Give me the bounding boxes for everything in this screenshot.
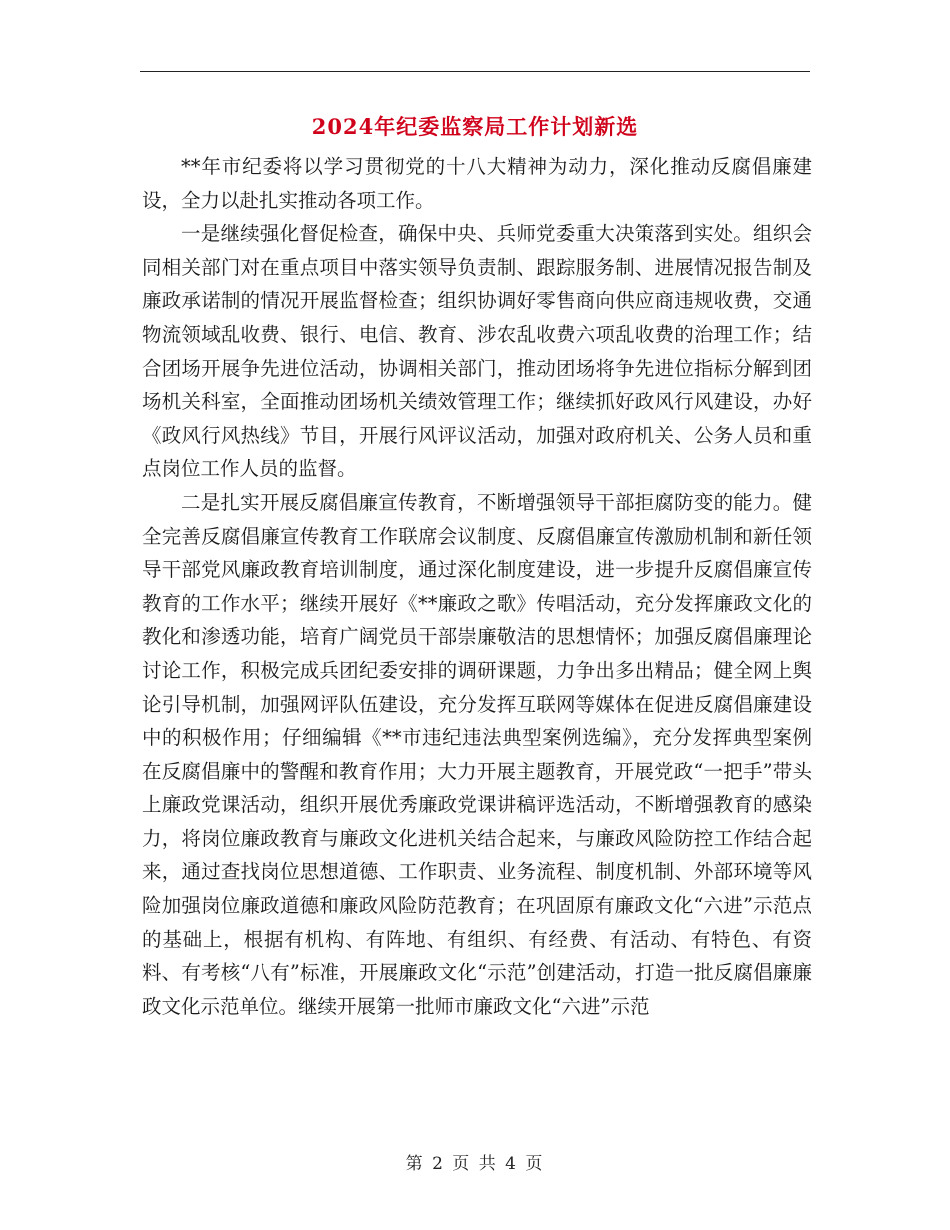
paragraph-intro: **年市纪委将以学习贯彻党的十八大精神为动力，深化推动反腐倡廉建设，全力以赴扎实推动各项工作。 <box>142 155 812 212</box>
document-title: 2024年纪委监察局工作计划新选 <box>311 114 639 139</box>
paragraph-supervision: 一是继续强化督促检查，确保中央、兵师党委重大决策落到实处。组织会同相关部门对在重点项目中落实领导负责制、跟踪服务制、进展情况报告制及廉政承诺制的情况开展监督检查；组织协调好零售商向供应商违规收费，交通物流领域乱收费、银行、电信、教育、涉农乱收费六项乱收费的治理工作；结合团场开展争先进位活动，协调相关部门，推动团场将争先进位指标分解到团场机关科室，全面推动团场机关绩效管理工作；继续抓好政风行风建设，办好《政风行风热线》节目，开展行风评议活动，加强对政府机关、公务人员和重点岗位工作人员的监督。 <box>142 222 812 481</box>
paragraph-education: 二是扎实开展反腐倡廉宣传教育，不断增强领导干部拒腐防变的能力。健全完善反腐倡廉宣传教育工作联席会议制度、反腐倡廉宣传激励机制和新任领导干部党风廉政教育培训制度，通过深化制度建设，进一步提升反腐倡廉宣传教育的工作水平；继续开展好《**廉政之歌》传唱活动，充分发挥廉政文化的教化和渗透功能，培育广阔党员干部崇廉敬洁的思想情怀；加强反腐倡廉理论讨论工作，积极完成兵团纪委安排的调研课题，力争出多出精品；健全网上舆论引导机制，加强网评队伍建设，充分发挥互联网等媒体在促进反腐倡廉建设中的积极作用；仔细编辑《**市违纪违法典型案例选编》，充分发挥典型案例在反腐倡廉中的警醒和教育作用；大力开展主题教育，开展党政“一把手”带头上廉政党课活动，组织开展优秀廉政党课讲稿评选活动，不断增强教育的感染力，将岗位廉政教育与廉政文化进机关结合起来，与廉政风险防控工作结合起来，通过查找岗位思想道德、工作职责、业务流程、制度机制、外部环境等风险加强岗位廉政道德和廉政风险防范教育；在巩固原有廉政文化“六进”示范点的基础上，根据有机构、有阵地、有组织、有经费、有活动、有特色、有资料、有考核“八有”标准，开展廉政文化“示范”创建活动，打造一批反腐倡廉廉政文化示范单位。继续开展第一批师市廉政文化“六进”示范 <box>142 490 812 1018</box>
document-body <box>142 150 812 1023</box>
header-rule <box>140 71 810 72</box>
page-number-footer: 第 2 页 共 4 页 <box>405 1154 545 1174</box>
